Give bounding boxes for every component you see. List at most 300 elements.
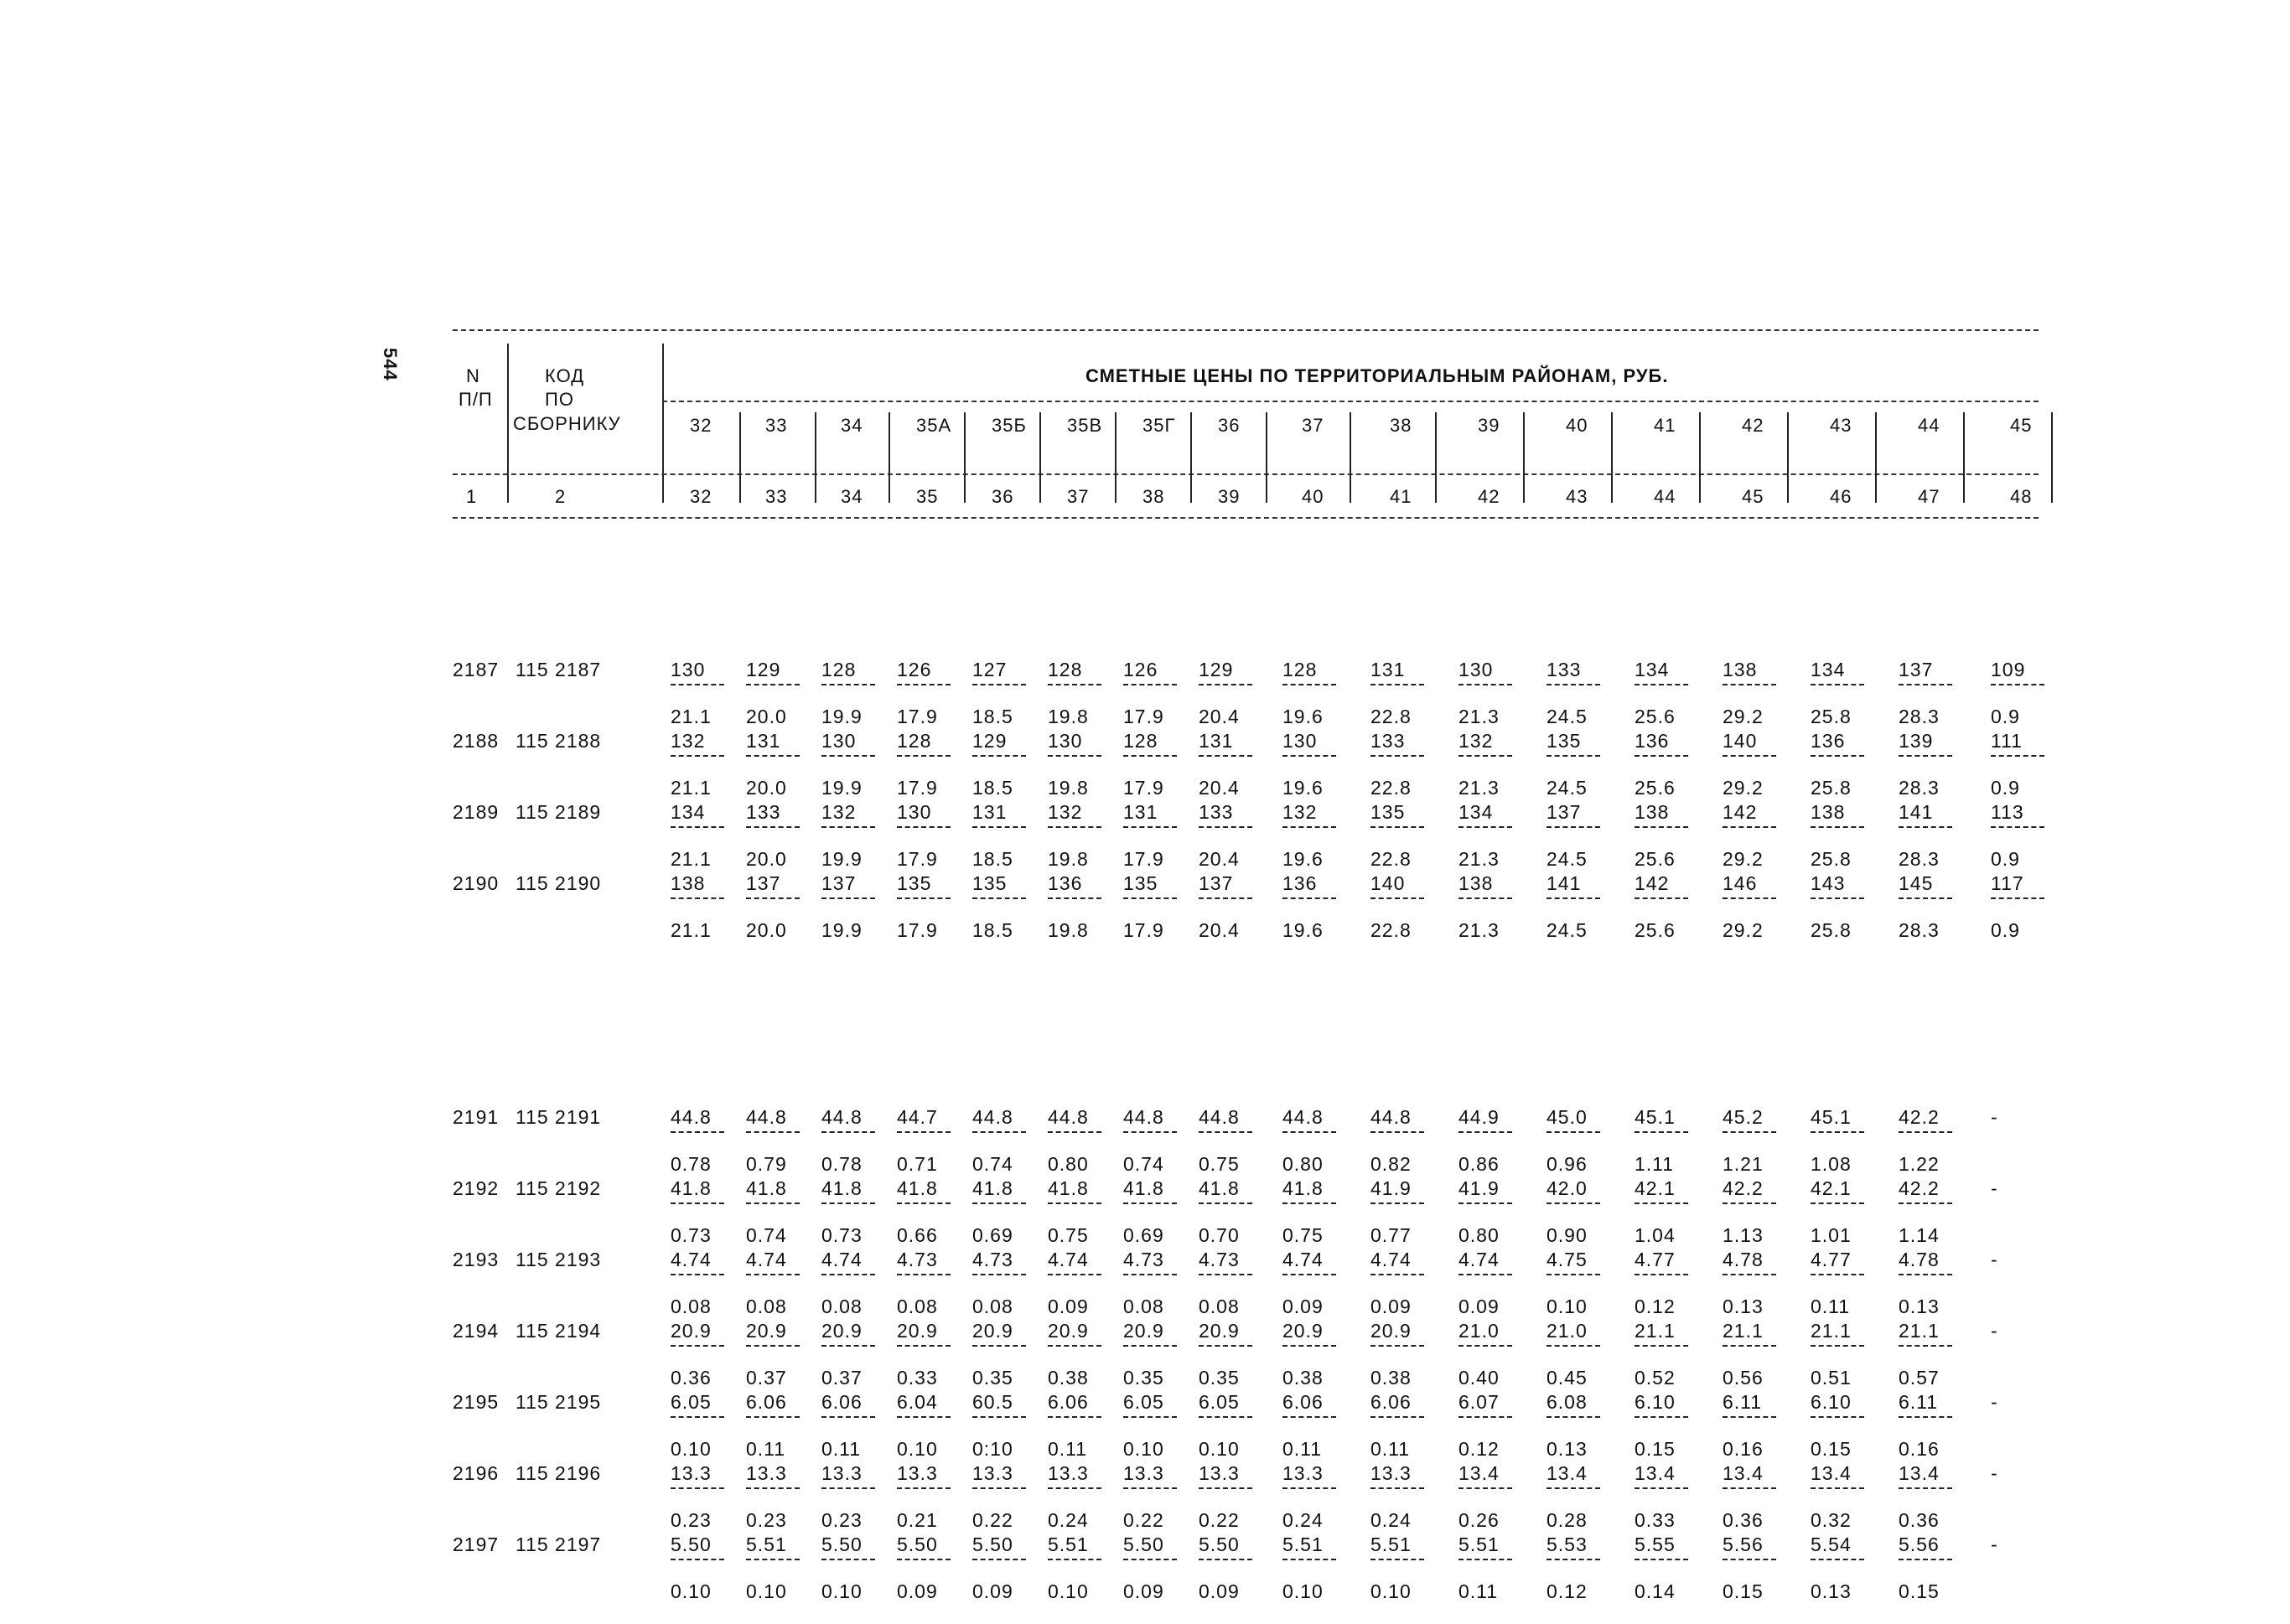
district-header: 35А — [916, 415, 952, 436]
wage-value: 0.9 — [1991, 848, 2020, 870]
price-value: 4.74 — [746, 1249, 787, 1270]
wage-value: 0.36 — [1723, 1509, 1764, 1531]
fraction-bar — [1048, 1487, 1101, 1489]
wage-value: 0.10 — [1199, 1438, 1240, 1460]
row-code: 115 2188 — [516, 730, 602, 752]
col-number: 38 — [1142, 486, 1165, 507]
header-top-rule — [453, 329, 2039, 331]
wage-value: 0.96 — [1547, 1153, 1588, 1175]
district-header: 37 — [1302, 415, 1324, 436]
wage-value: 0.08 — [972, 1296, 1013, 1317]
wage-value: 0.80 — [1458, 1224, 1500, 1246]
price-value: 113 — [1991, 801, 2024, 823]
fraction-bar — [1048, 1131, 1101, 1133]
price-value: 6.07 — [1458, 1391, 1500, 1413]
row-number: 2195 — [453, 1391, 500, 1413]
price-value: 41.8 — [1282, 1177, 1324, 1199]
price-value: 129 — [972, 730, 1008, 752]
fraction-bar — [1547, 1131, 1600, 1133]
fraction-bar — [746, 1559, 800, 1560]
fraction-bar — [1282, 1559, 1336, 1560]
price-value: 5.51 — [746, 1533, 787, 1555]
district-header: 35В — [1067, 415, 1103, 436]
wage-value: 0.74 — [972, 1153, 1013, 1175]
row-number: 2193 — [453, 1249, 500, 1270]
fraction-bar — [1547, 1487, 1600, 1489]
wage-value: 0.09 — [1123, 1580, 1164, 1602]
fraction-bar — [1048, 684, 1101, 685]
price-value: 143 — [1811, 872, 1846, 894]
fraction-bar — [1048, 755, 1101, 757]
wage-value: 0.16 — [1723, 1438, 1764, 1460]
price-value: 141 — [1899, 801, 1934, 823]
fraction-bar — [1048, 1274, 1101, 1275]
row-number: 2192 — [453, 1177, 500, 1199]
np-label-line2: П/П — [459, 389, 493, 410]
wage-value: 19.9 — [821, 919, 863, 941]
wage-value: 17.9 — [897, 777, 938, 799]
wage-value: 0.74 — [746, 1224, 787, 1246]
fraction-bar — [1199, 1202, 1252, 1204]
district-header: 43 — [1830, 415, 1852, 436]
price-value: 20.9 — [897, 1320, 938, 1342]
price-value: 42.2 — [1723, 1177, 1764, 1199]
fraction-bar — [671, 1345, 724, 1347]
fraction-bar — [1123, 684, 1177, 685]
wage-value: 0.23 — [671, 1509, 712, 1531]
col-number: 44 — [1654, 486, 1676, 507]
price-value: 21.0 — [1547, 1320, 1588, 1342]
wage-value: 0.13 — [1723, 1296, 1764, 1317]
price-value: 5.56 — [1723, 1533, 1764, 1555]
district-header: 39 — [1478, 415, 1500, 436]
fraction-bar — [821, 755, 875, 757]
fraction-bar — [1370, 684, 1424, 685]
price-value: 133 — [746, 801, 781, 823]
price-value: 42.1 — [1635, 1177, 1676, 1199]
fraction-bar — [1199, 897, 1252, 899]
district-header: 42 — [1742, 415, 1764, 436]
wage-value: 0.22 — [1199, 1509, 1240, 1531]
row-number: 2188 — [453, 730, 500, 752]
wage-value: 0.35 — [972, 1367, 1013, 1389]
price-value: 5.50 — [1123, 1533, 1164, 1555]
wage-value: 0.10 — [1370, 1580, 1412, 1602]
fraction-bar — [1811, 1416, 1864, 1418]
wage-value: 0.32 — [1811, 1509, 1852, 1531]
fraction-bar — [1199, 1345, 1252, 1347]
fraction-bar — [821, 684, 875, 685]
price-value: 6.08 — [1547, 1391, 1588, 1413]
price-value: 4.75 — [1547, 1249, 1588, 1270]
fraction-bar — [1370, 1131, 1424, 1133]
row-number: 2190 — [453, 872, 500, 894]
fraction-bar — [746, 1416, 800, 1418]
fraction-bar — [1199, 1416, 1252, 1418]
fraction-bar — [1282, 1131, 1336, 1133]
price-value: 137 — [821, 872, 857, 894]
row-code: 115 2196 — [516, 1462, 602, 1484]
row-number: 2189 — [453, 801, 500, 823]
district-separator — [1875, 412, 1877, 503]
fraction-bar — [1458, 897, 1512, 899]
price-value: 41.8 — [746, 1177, 787, 1199]
wage-value: 0.08 — [671, 1296, 712, 1317]
district-header: 38 — [1390, 415, 1412, 436]
header-separator — [662, 344, 664, 503]
price-value: 133 — [1547, 659, 1582, 680]
district-separator — [1611, 412, 1613, 503]
wage-value: 0.10 — [1282, 1580, 1324, 1602]
fraction-bar — [1048, 1345, 1101, 1347]
wage-value: 17.9 — [897, 919, 938, 941]
wage-value: 0:10 — [972, 1438, 1013, 1460]
price-value: 140 — [1370, 872, 1406, 894]
fraction-bar — [1547, 1274, 1600, 1275]
district-header: 35Б — [992, 415, 1027, 436]
wage-value: 19.6 — [1282, 777, 1324, 799]
col-number: 32 — [690, 486, 712, 507]
fraction-bar — [897, 1202, 951, 1204]
wage-value: 17.9 — [1123, 777, 1164, 799]
wage-value: 25.6 — [1635, 777, 1676, 799]
fraction-bar — [1123, 897, 1177, 899]
row-code: 115 2189 — [516, 801, 602, 823]
price-value: 6.10 — [1811, 1391, 1852, 1413]
fraction-bar — [1899, 755, 1952, 757]
wage-value: 0.36 — [1899, 1509, 1940, 1531]
col-number: 1 — [466, 486, 478, 507]
fraction-bar — [1282, 1487, 1336, 1489]
wage-value: 0.73 — [821, 1224, 863, 1246]
price-value: 45.2 — [1723, 1106, 1764, 1128]
wage-value: 0.73 — [671, 1224, 712, 1246]
wage-value: 19.9 — [821, 706, 863, 727]
district-header: 45 — [2010, 415, 2033, 436]
wage-value: 0.24 — [1048, 1509, 1089, 1531]
col-number: 2 — [555, 486, 567, 507]
header-bottom-rule — [453, 517, 2039, 519]
fraction-bar — [1635, 1559, 1688, 1560]
fraction-bar — [1811, 1559, 1864, 1560]
fraction-bar — [1048, 1416, 1101, 1418]
wage-value: 0.11 — [1282, 1438, 1323, 1460]
col-number: 43 — [1566, 486, 1588, 507]
fraction-bar — [1811, 1202, 1864, 1204]
price-value: 41.8 — [972, 1177, 1013, 1199]
price-value: 5.51 — [1370, 1533, 1412, 1555]
wage-value: 21.1 — [671, 848, 712, 870]
wage-value: 19.6 — [1282, 919, 1324, 941]
fraction-bar — [1547, 1345, 1600, 1347]
price-value: 4.73 — [972, 1249, 1013, 1270]
row-code: 115 2192 — [516, 1177, 602, 1199]
price-value: 135 — [897, 872, 932, 894]
price-value: 6.10 — [1635, 1391, 1676, 1413]
wage-value: 17.9 — [897, 848, 938, 870]
title-rule — [662, 401, 2039, 402]
fraction-bar — [1370, 755, 1424, 757]
fraction-bar — [1370, 1559, 1424, 1560]
price-value: 21.1 — [1811, 1320, 1852, 1342]
kod-label-line2: ПО — [545, 389, 574, 410]
wage-value: 0.86 — [1458, 1153, 1500, 1175]
wage-value: 22.8 — [1370, 777, 1412, 799]
wage-value: 25.8 — [1811, 848, 1852, 870]
district-separator — [1523, 412, 1525, 503]
col-number: 46 — [1830, 486, 1852, 507]
wage-value: 28.3 — [1899, 706, 1940, 727]
wage-value: 24.5 — [1547, 919, 1588, 941]
price-value: 13.3 — [821, 1462, 863, 1484]
fraction-bar — [1811, 1345, 1864, 1347]
price-value: 137 — [1547, 801, 1582, 823]
table-title: СМЕТНЫЕ ЦЕНЫ ПО ТЕРРИТОРИАЛЬНЫМ РАЙОНАМ, РУБ. — [1085, 365, 1669, 386]
fraction-bar — [746, 1202, 800, 1204]
wage-value: 25.8 — [1811, 706, 1852, 727]
wage-value: 19.8 — [1048, 919, 1089, 941]
price-value: 128 — [897, 730, 932, 752]
wage-value: 0.11 — [1811, 1296, 1851, 1317]
price-value: 60.5 — [972, 1391, 1013, 1413]
price-value: 145 — [1899, 872, 1934, 894]
price-value: 20.9 — [1048, 1320, 1089, 1342]
fraction-bar — [671, 897, 724, 899]
wage-value: 0.75 — [1282, 1224, 1324, 1246]
fraction-bar — [1991, 684, 2044, 685]
fraction-bar — [1635, 1202, 1688, 1204]
price-value: 136 — [1048, 872, 1083, 894]
price-value: 13.4 — [1723, 1462, 1764, 1484]
fraction-bar — [1123, 1416, 1177, 1418]
wage-value: 0.12 — [1547, 1580, 1588, 1602]
fraction-bar — [1123, 1131, 1177, 1133]
col-number: 34 — [841, 486, 863, 507]
wage-value: 0.69 — [1123, 1224, 1164, 1246]
wage-value: 21.1 — [671, 706, 712, 727]
fraction-bar — [972, 1559, 1026, 1560]
row-code: 115 2187 — [516, 659, 602, 680]
fraction-bar — [972, 755, 1026, 757]
district-separator — [2051, 412, 2053, 503]
wage-value: 0.10 — [1123, 1438, 1164, 1460]
fraction-bar — [1991, 897, 2044, 899]
price-value: 45.1 — [1635, 1106, 1676, 1128]
row-number: 2191 — [453, 1106, 500, 1128]
row-number: 2196 — [453, 1462, 500, 1484]
price-value: 137 — [1899, 659, 1934, 680]
price-value: 4.78 — [1899, 1249, 1940, 1270]
fraction-bar — [671, 1274, 724, 1275]
price-value: 133 — [1370, 730, 1406, 752]
fraction-bar — [1723, 1416, 1776, 1418]
price-value: 21.0 — [1458, 1320, 1500, 1342]
wage-value: 0.08 — [821, 1296, 863, 1317]
wage-value: 0.51 — [1811, 1367, 1852, 1389]
fraction-bar — [1199, 1274, 1252, 1275]
wage-value: 0.90 — [1547, 1224, 1588, 1246]
wage-value: 0.15 — [1899, 1580, 1940, 1602]
price-value: 44.8 — [1282, 1106, 1324, 1128]
fraction-bar — [1199, 1487, 1252, 1489]
price-value: 4.74 — [671, 1249, 712, 1270]
wage-value: 0.24 — [1282, 1509, 1324, 1531]
price-value: 41.8 — [1123, 1177, 1164, 1199]
wage-value: 0.22 — [972, 1509, 1013, 1531]
wage-value: 0.80 — [1048, 1153, 1089, 1175]
wage-value: 0.12 — [1458, 1438, 1500, 1460]
wage-value: 1.11 — [1635, 1153, 1675, 1175]
price-value: 13.4 — [1635, 1462, 1676, 1484]
price-value: 136 — [1811, 730, 1846, 752]
price-value: - — [1991, 1320, 1998, 1342]
row-code: 115 2194 — [516, 1320, 602, 1342]
fraction-bar — [1547, 755, 1600, 757]
wage-value: 24.5 — [1547, 706, 1588, 727]
wage-value: 19.6 — [1282, 848, 1324, 870]
fraction-bar — [821, 1131, 875, 1133]
col-number: 39 — [1218, 486, 1241, 507]
fraction-bar — [1282, 1345, 1336, 1347]
price-value: 21.1 — [1899, 1320, 1940, 1342]
price-value: 44.8 — [1123, 1106, 1164, 1128]
price-value: 42.0 — [1547, 1177, 1588, 1199]
fraction-bar — [897, 1345, 951, 1347]
price-value: 45.1 — [1811, 1106, 1852, 1128]
price-value: 45.0 — [1547, 1106, 1588, 1128]
fraction-bar — [1458, 1559, 1512, 1560]
wage-value: 0.10 — [671, 1438, 712, 1460]
wage-value: 0.13 — [1899, 1296, 1940, 1317]
price-value: - — [1991, 1106, 1998, 1128]
fraction-bar — [1899, 897, 1952, 899]
price-value: 5.56 — [1899, 1533, 1940, 1555]
wage-value: 0.9 — [1991, 777, 2020, 799]
wage-value: 0.10 — [1547, 1296, 1588, 1317]
wage-value: 0.74 — [1123, 1153, 1164, 1175]
price-value: 13.3 — [1282, 1462, 1324, 1484]
wage-value: 29.2 — [1723, 848, 1764, 870]
price-value: 126 — [1123, 659, 1158, 680]
col-number: 48 — [2010, 486, 2033, 507]
price-value: 128 — [1048, 659, 1083, 680]
wage-value: 18.5 — [972, 919, 1013, 941]
fraction-bar — [1723, 1345, 1776, 1347]
wage-value: 0.08 — [746, 1296, 787, 1317]
price-value: 140 — [1723, 730, 1758, 752]
fraction-bar — [1899, 1345, 1952, 1347]
price-value: 20.9 — [972, 1320, 1013, 1342]
wage-value: 1.01 — [1811, 1224, 1852, 1246]
col-number: 42 — [1478, 486, 1500, 507]
wage-value: 0.09 — [972, 1580, 1013, 1602]
fraction-bar — [1123, 826, 1177, 828]
price-value: 6.06 — [1370, 1391, 1412, 1413]
wage-value: 0.23 — [821, 1509, 863, 1531]
kod-label-line3: СБОРНИКУ — [513, 413, 621, 434]
fraction-bar — [746, 1131, 800, 1133]
wage-value: 29.2 — [1723, 706, 1764, 727]
district-separator — [1190, 412, 1192, 503]
fraction-bar — [972, 1487, 1026, 1489]
wage-value: 0.23 — [746, 1509, 787, 1531]
price-value: 135 — [972, 872, 1008, 894]
price-value: 41.8 — [1199, 1177, 1240, 1199]
fraction-bar — [1370, 1345, 1424, 1347]
wage-value: 0.10 — [821, 1580, 863, 1602]
col-number: 36 — [992, 486, 1014, 507]
price-value: 130 — [821, 730, 857, 752]
wage-value: 20.4 — [1199, 848, 1240, 870]
fraction-bar — [1458, 1416, 1512, 1418]
fraction-bar — [1199, 684, 1252, 685]
price-value: 6.05 — [671, 1391, 712, 1413]
wage-value: 1.04 — [1635, 1224, 1676, 1246]
wage-value: 19.8 — [1048, 706, 1089, 727]
fraction-bar — [1723, 1131, 1776, 1133]
price-value: 4.77 — [1811, 1249, 1852, 1270]
price-value: 20.9 — [1282, 1320, 1324, 1342]
price-value: 130 — [1458, 659, 1494, 680]
fraction-bar — [671, 826, 724, 828]
price-value: 6.06 — [821, 1391, 863, 1413]
price-value: 5.50 — [821, 1533, 863, 1555]
fraction-bar — [1048, 826, 1101, 828]
price-value: 5.55 — [1635, 1533, 1676, 1555]
price-value: 138 — [1723, 659, 1758, 680]
price-value: 132 — [671, 730, 706, 752]
wage-value: 29.2 — [1723, 777, 1764, 799]
price-value: 131 — [1199, 730, 1234, 752]
price-value: 5.54 — [1811, 1533, 1852, 1555]
fraction-bar — [1370, 1274, 1424, 1275]
wage-value: 18.5 — [972, 706, 1013, 727]
row-number: 2194 — [453, 1320, 500, 1342]
fraction-bar — [746, 897, 800, 899]
fraction-bar — [972, 1131, 1026, 1133]
price-value: 41.8 — [1048, 1177, 1089, 1199]
wage-value: 21.3 — [1458, 706, 1500, 727]
wage-value: 21.1 — [671, 919, 712, 941]
wage-value: 0.10 — [671, 1580, 712, 1602]
price-value: 134 — [1458, 801, 1494, 823]
fraction-bar — [1811, 1131, 1864, 1133]
wage-value: 0.79 — [746, 1153, 787, 1175]
price-value: 135 — [1123, 872, 1158, 894]
fraction-bar — [821, 1274, 875, 1275]
wage-value: 25.8 — [1811, 919, 1852, 941]
price-value: 109 — [1991, 659, 2026, 680]
wage-value: 0.35 — [1199, 1367, 1240, 1389]
wage-value: 0.78 — [671, 1153, 712, 1175]
fraction-bar — [1458, 1131, 1512, 1133]
fraction-bar — [1123, 1202, 1177, 1204]
wage-value: 0.45 — [1547, 1367, 1588, 1389]
district-header: 32 — [690, 415, 712, 436]
price-value: 146 — [1723, 872, 1758, 894]
price-value: 6.04 — [897, 1391, 938, 1413]
price-value: 44.8 — [746, 1106, 787, 1128]
fraction-bar — [671, 1559, 724, 1560]
fraction-bar — [1547, 826, 1600, 828]
price-value: 142 — [1723, 801, 1758, 823]
price-value: 13.3 — [972, 1462, 1013, 1484]
wage-value: 21.3 — [1458, 777, 1500, 799]
wage-value: 20.0 — [746, 848, 787, 870]
price-value: 128 — [1123, 730, 1158, 752]
wage-value: 0.9 — [1991, 919, 2020, 941]
wage-value: 0.40 — [1458, 1367, 1500, 1389]
